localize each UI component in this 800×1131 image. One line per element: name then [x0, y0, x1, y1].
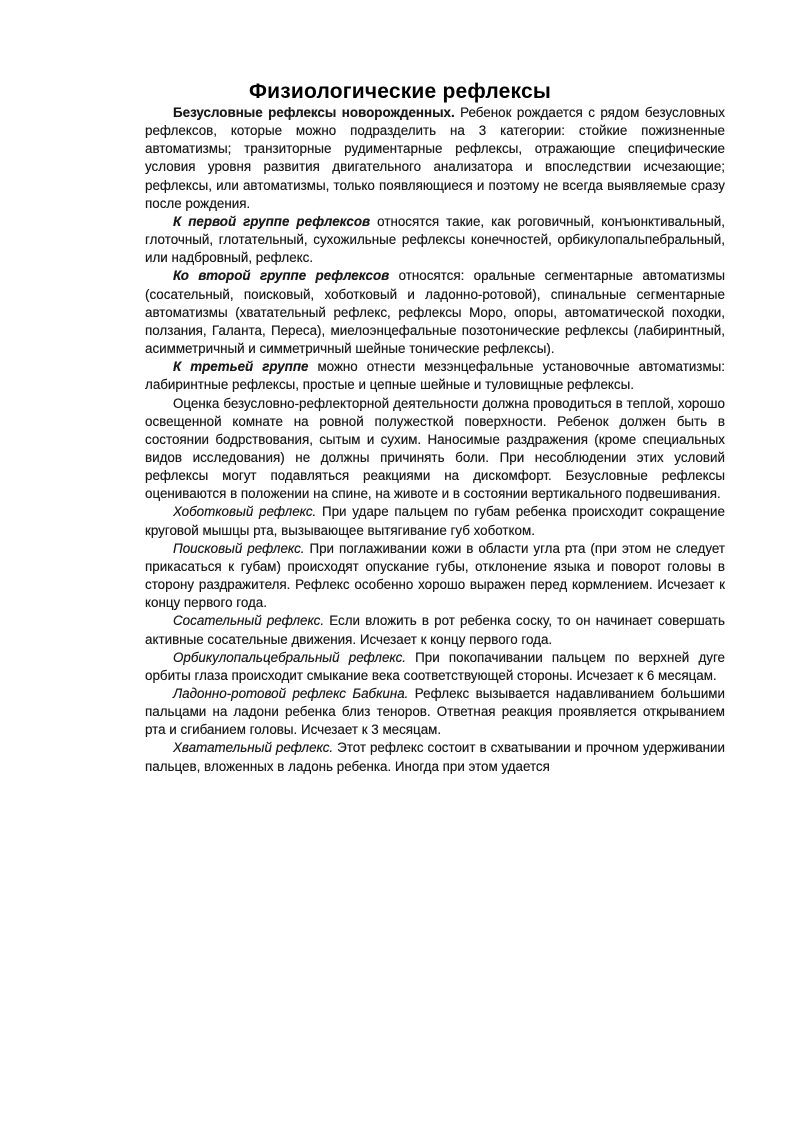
paragraph-third-group: [145, 358, 725, 394]
paragraph-babkin-reflex: [145, 685, 725, 739]
paragraph-lead: Сосательный рефлекс.: [173, 613, 325, 629]
paragraph-first-group: [145, 213, 725, 267]
paragraph-text: относятся такие, как роговичный, конъюнктивальный, глоточный, глотательный, сухожильные рефлексы конечностей, орбикулопальпебральный, или надбровный, рефлекс.: [145, 213, 726, 266]
paragraph-unconditioned-reflexes: [145, 104, 725, 213]
paragraph-lead: Поисковый рефлекс.: [173, 540, 305, 556]
paragraph-orbicular-reflex: [145, 649, 725, 685]
scanned-text-block: [145, 104, 725, 776]
paragraph-lead: Ладонно-ротовой рефлекс Бабкина.: [173, 686, 409, 701]
paragraph-lead: Безусловные рефлексы новорожденных.: [173, 105, 455, 120]
paragraph-assessment: [145, 395, 725, 504]
paragraph-lead: Орбикулопальцебральный рефлекс.: [173, 649, 407, 665]
paragraph-text: При поглаживании кожи в области угла рта (при этом не следует прикасаться к губам) происходят опускание губы, отклонение языка и поворот головы в сторону раздражителя. Рефлекс особенно хорошо выражен перед кормлением. Исчезает к концу первого года.: [145, 540, 725, 611]
paragraph-lead: Ко второй группе рефлексов: [173, 268, 390, 284]
paragraph-lead: К первой группе рефлексов: [173, 213, 371, 229]
paragraph-text: Оценка безусловно-рефлекторной деятельности должна проводиться в теплой, хорошо освещенной комнате на ровной полужесткой поверхности. Ребенок должен быть в состоянии бодрствования, сытым и сухим. Наносимые раздражения (кроме специальных видов исследования) не должны причинять боли. При несоблюдении этих условий рефлексы могут подавляться реакциями на дискомфорт. Безусловные рефлексы оцениваются в положении на спине, на животе и в состоянии вертикального подвешивания.: [145, 395, 725, 502]
paragraph-text: Рефлекс вызывается надавливанием большими пальцами на ладони ребенка близ теноров. Ответная реакция проявляется открыванием рта и сгибанием головы. Исчезает к 3 месяцам.: [145, 686, 725, 738]
paragraph-lead: Хоботковый рефлекс.: [173, 504, 317, 520]
paragraph-text: Этот рефлекс состоит в схватывании и прочном удерживании пальцев, вложенных в ладонь ребенка. Иногда при этом удается: [145, 740, 725, 774]
paragraph-text: можно отнести мезэнцефальные установочные автоматизмы: лабиринтные рефлексы, простые и цепные шейные и туловищные рефлексы.: [145, 359, 725, 393]
paragraph-sucking-reflex: [145, 612, 725, 648]
paragraph-text: Если вложить в рот ребенка соску, то он начинает совершать активные сосательные движения. Исчезает к концу первого года.: [145, 613, 726, 647]
paragraph-second-group: [145, 267, 725, 358]
paragraph-text: При ударе пальцем по губам ребенка происходит сокращение круговой мышцы рта, вызывающее вытягивание губ хоботком.: [145, 504, 725, 538]
paragraph-text: относятся: оральные сегментарные автоматизмы (сосательный, поисковый, хоботковый и ладонно-ротовой), спинальные сегментарные автоматизмы (хватательный рефлекс, рефлексы Моро, опоры, автоматической походки, ползания, Галанта, Переса), миелоэнцефальные позотонические рефлексы (лабиринтный, асимметричный и симметричный шейные тонические рефлексы).: [145, 268, 725, 357]
paragraph-proboscis-reflex: [145, 503, 725, 539]
paragraph-text: При покопачивании пальцем по верхней дуге орбиты глаза происходит смыкание века соответствующей стороны. Исчезает к 6 месяцам.: [145, 649, 725, 683]
paragraph-text: Ребенок рождается с рядом безусловных рефлексов, которые можно подразделить на 3 категории: стойкие пожизненные автоматизмы; транзиторные рудиментарные рефлексы, отражающие специфические условия уровня развития двигательного анализатора и впоследствии исчезающие; рефлексы, или автоматизмы, только появляющиеся и поэтому не всегда выявляемые сразу после рождения.: [145, 105, 725, 211]
page-title: Физиологические рефлексы: [249, 80, 551, 103]
paragraph-lead: Хватательный рефлекс.: [173, 740, 334, 756]
paragraph-lead: К третьей группе: [173, 359, 309, 375]
paragraph-grasp-reflex: [145, 739, 725, 775]
paragraph-search-reflex: [145, 540, 725, 613]
